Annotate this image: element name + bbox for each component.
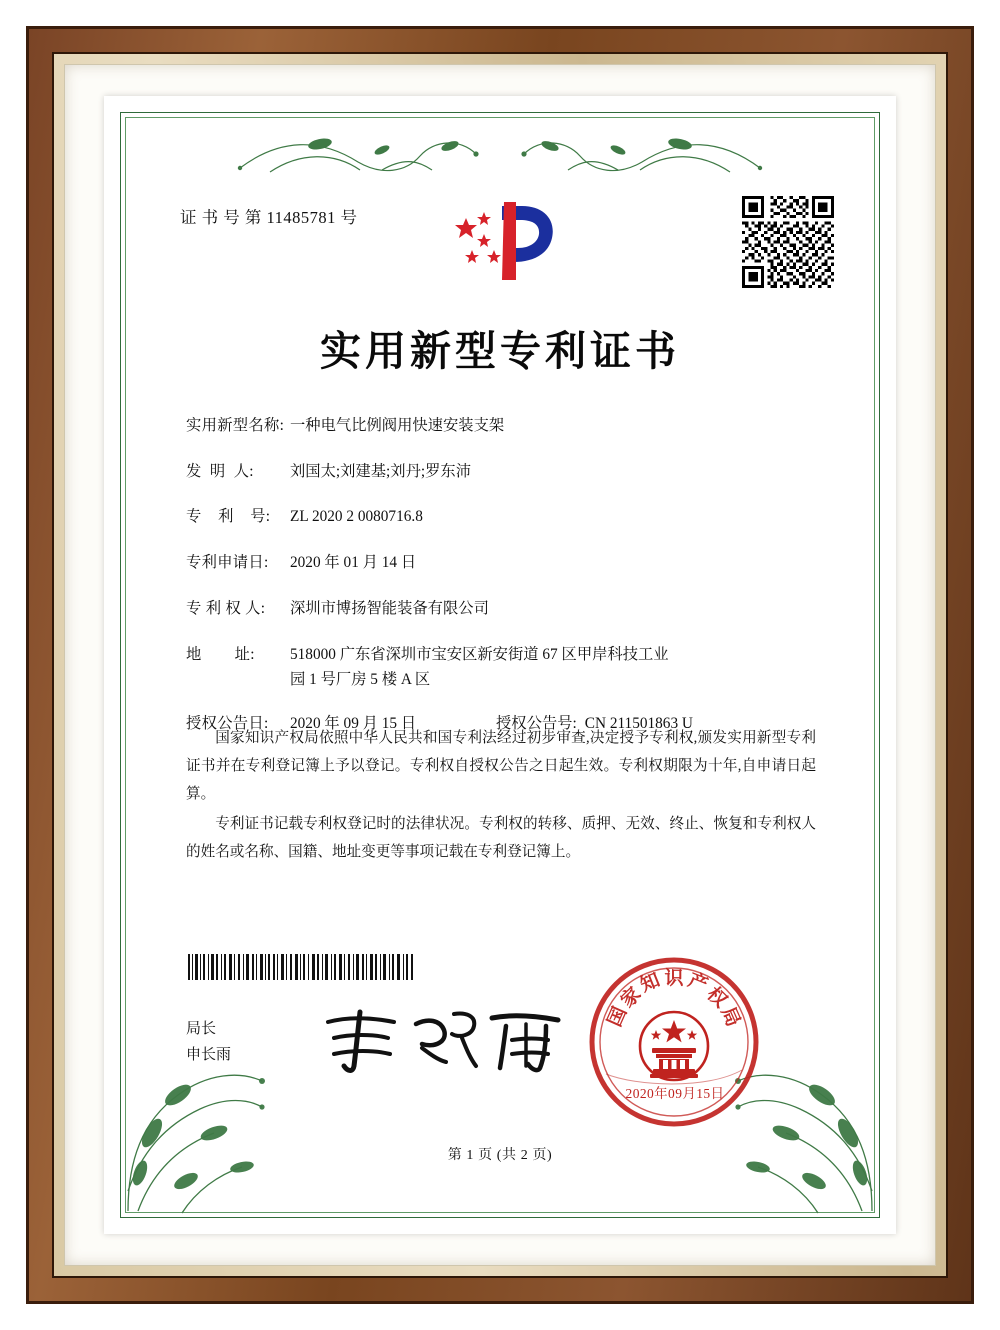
director-name: 申长雨 [186, 1047, 232, 1064]
handwritten-signature-icon [316, 1004, 576, 1076]
field-label: 专 利 权 人: [186, 599, 266, 617]
field-label: 实用新型名称: [186, 417, 285, 434]
certificate-document [104, 96, 896, 1234]
page-title: 实用新型专利证书 [320, 327, 680, 375]
field-value: 2020 年 01 月 14 日 [290, 554, 417, 572]
field-row-utility-model-name [186, 414, 822, 438]
field-value-line2: 园 1 号厂房 5 楼 A 区 [290, 671, 431, 689]
field-row-inventors [186, 460, 822, 484]
qr-code-icon [742, 196, 834, 288]
field-value: 深圳市博扬智能装备有限公司 [290, 599, 489, 617]
legal-paragraph-1: 国家知识产权局依照中华人民共和国专利法经过初步审查,决定授予专利权,颁发实用新型专利证书并在专利登记簿上予以登记。专利权自授权公告之日起生效。专利权期限为十年,自申请日起算。 [186, 730, 816, 803]
legal-paragraph-2: 专利证书记载专利权登记时的法律状况。专利权的转移、质押、无效、终止、恢复和专利权人的姓名或名称、国籍、地址变更等事项记载在专利登记簿上。 [186, 816, 816, 861]
field-value: 2020 年 09 月 15 日 [290, 714, 417, 732]
svg-text:国: 国 [603, 1003, 632, 1030]
director-role-label: 局长 [186, 1021, 217, 1037]
field-label: 授权公告日: [186, 714, 269, 732]
svg-text:知: 知 [637, 968, 663, 997]
field-row-address [186, 643, 822, 692]
svg-text:家: 家 [616, 982, 646, 1012]
sipo-logo-icon [444, 196, 574, 286]
svg-text:局: 局 [716, 1003, 745, 1030]
field-label: 发 明 人: [186, 462, 254, 480]
field-row-patentee [186, 597, 822, 621]
field-label: 授权公告号: [496, 714, 577, 732]
field-row-application-date [186, 551, 822, 575]
official-seal-stamp [586, 954, 762, 1130]
field-value-block [290, 643, 822, 692]
field-label: 专利申请日: [186, 554, 269, 572]
certificate-number: 证 书 号 第 11485781 号 [180, 208, 358, 227]
certificate-fields [186, 414, 822, 756]
field-value-line1: 518000 广东省深圳市宝安区新安街道 67 区甲岸科技工业 [290, 645, 669, 663]
barcode-icon [186, 954, 416, 980]
field-label: 专 利 号: [186, 508, 271, 526]
field-value: 刘国太;刘建基;刘丹;罗东沛 [290, 462, 472, 480]
seal-date: 2020年09月15日 [625, 1086, 725, 1101]
field-label: 地 址: [186, 645, 255, 663]
svg-text:产: 产 [685, 968, 711, 997]
svg-text:识: 识 [664, 967, 684, 989]
page-footer: 第 1 页 (共 2 页) [447, 1148, 553, 1163]
legal-text-block [186, 724, 816, 868]
field-value: ZL 2020 2 0080716.8 [290, 508, 423, 526]
field-value: CN 211501863 U [584, 714, 693, 732]
field-row-patent-number [186, 505, 822, 529]
svg-text:权: 权 [702, 982, 732, 1012]
signature-labels [186, 1016, 231, 1069]
field-value: 一种电气比例阀用快速安装支架 [290, 417, 505, 434]
